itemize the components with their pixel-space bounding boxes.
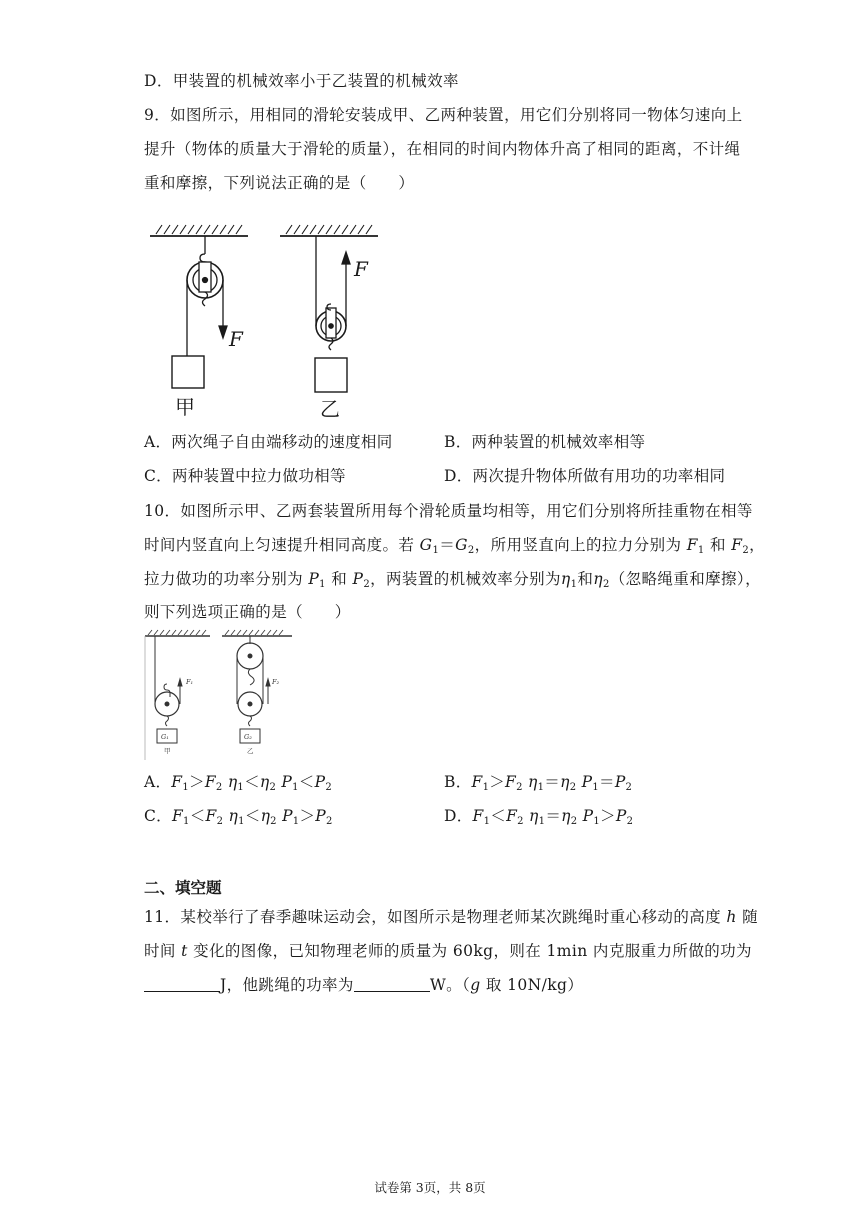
q9-option-c: C．两种装置中拉力做功相等 bbox=[144, 467, 346, 485]
page-footer: 试卷第 3页，共 8页 bbox=[374, 1180, 486, 1195]
q10-f1-label: F₁ bbox=[186, 678, 194, 686]
q9-option-d: D．两次提升物体所做有用功的功率相同 bbox=[444, 467, 726, 485]
q9-option-b: B．两种装置的机械效率相等 bbox=[444, 433, 646, 451]
q9-force-label-right: F bbox=[354, 257, 368, 281]
q9-force-label-left: F bbox=[229, 327, 243, 351]
q9-line-1: 9．如图所示，用相同的滑轮安装成甲、乙两种装置，用它们分别将同一物体匀速向上 bbox=[144, 106, 743, 124]
q10-f2-label: F₂ bbox=[272, 678, 280, 686]
q10-option-d: D．$F_1<F_2$ $\eta_1=\eta_2$ $P_1>P_2$ bbox=[444, 807, 634, 827]
q10-option-c: C．$F_1<F_2$ $\eta_1<\eta_2$ $P_1>P_2$ bbox=[144, 807, 333, 827]
q10-line-4: 则下列选项正确的是（ ） bbox=[144, 603, 351, 621]
section-title: 二、填空题 bbox=[144, 878, 222, 897]
answer-blank-work[interactable] bbox=[144, 977, 220, 992]
q10-line-3: 拉力做功的功率分别为 $P_1$ 和 $P_2$，两装置的机械效率分别为$\eta_1$和$\eta_2$（忽略绳重和摩擦）， bbox=[144, 570, 761, 590]
q10-option-a: A．$F_1>F_2$ $\eta_1<\eta_2$ $P_1<P_2$ bbox=[144, 773, 333, 793]
q10-option-b: B．$F_1>F_2$ $\eta_1=\eta_2$ $P_1=P_2$ bbox=[444, 773, 633, 793]
q11-line-1: 11．某校举行了春季趣味运动会，如图所示是物理老师某次跳绳时重心移动的高度 h 随 bbox=[144, 908, 758, 926]
q9-line-3: 重和摩擦，下列说法正确的是（ ） bbox=[144, 174, 415, 192]
q9-label-right: 乙 bbox=[320, 397, 340, 421]
q8-option-d: D．甲装置的机械效率小于乙装置的机械效率 bbox=[144, 72, 459, 90]
q9-line-2: 提升（物体的质量大于滑轮的质量），在相同的时间内物体升高了相同的距离，不计绳 bbox=[144, 140, 741, 158]
q9-label-left: 甲 bbox=[175, 395, 195, 419]
q10-label-left: 甲 bbox=[164, 747, 171, 755]
q10-g1-label: G₁ bbox=[161, 733, 169, 741]
answer-blank-power[interactable] bbox=[354, 977, 430, 992]
q10-g2-label: G₂ bbox=[244, 733, 252, 741]
q10-line-1: 10．如图所示甲、乙两套装置所用每个滑轮质量均相等，用它们分别将所挂重物在相等 bbox=[144, 502, 753, 520]
q9-option-a: A．两次绳子自由端移动的速度相同 bbox=[144, 433, 393, 451]
q11-line-2: 时间 t 变化的图像，已知物理老师的质量为 60kg，则在 1min 内克服重力所做的功为 bbox=[144, 942, 752, 960]
q10-label-right: 乙 bbox=[247, 747, 254, 755]
q11-line-3: J，他跳绳的功率为 W。（g 取 10N/kg） bbox=[144, 974, 583, 996]
q10-line-2: 时间内竖直向上匀速提升相同高度。若 $G_1=G_2$，所用竖直向上的拉力分别为 $F_1$ 和 $F_2$， bbox=[144, 536, 766, 556]
